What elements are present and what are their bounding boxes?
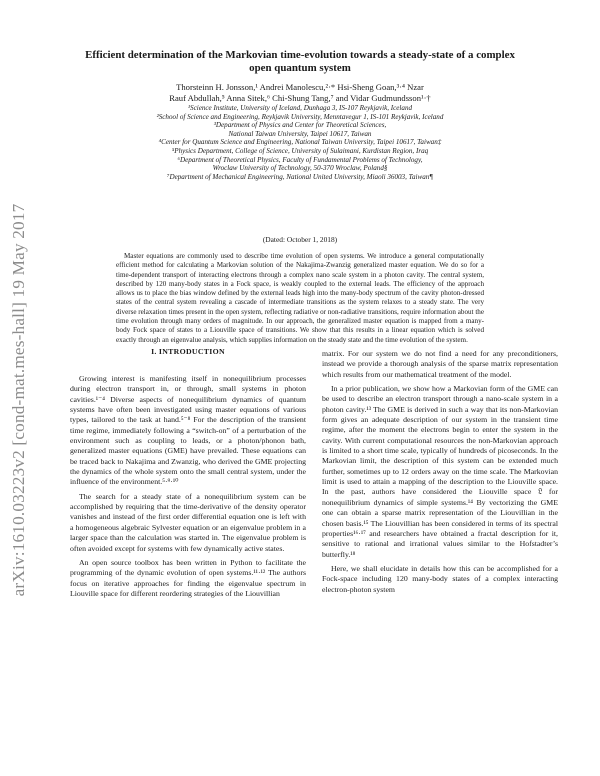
paragraph: The search for a steady state of a nonequilibrium system can be accomplished by requiring that the time-derivative of the density operator vanishes and instead of the first order differential equation one is left with a homogeneous algebraic Sylvester equation or an eigenvalue problem in a larger space than the calculation was started in. The eigenvalue problem is often avoided except for systems with few dynamically active states. xyxy=(70,491,306,553)
right-column xyxy=(322,349,558,595)
paragraph: An open source toolbox has been written in Python to facilitate the programming of the dynamic evolution of open systems.¹¹·¹² The authors focus on iterative approaches for finding the eigenvalue spectrum in Liouville space for different reordering strategies of the Liouvillian xyxy=(70,557,306,598)
affiliations xyxy=(60,104,540,181)
paper-title: Efficient determination of the Markovian time-evolution towards a steady-state of a complex open quantum system xyxy=(85,49,515,75)
date-line: (Dated: October 1, 2018) xyxy=(262,235,338,244)
section-heading-introduction: I. INTRODUCTION xyxy=(151,347,225,356)
arxiv-id-text: arXiv:1610.03223v2 [cond-mat.mes-hall] 19 May 2017 xyxy=(9,203,28,597)
paragraph: Growing interest is manifesting itself in nonequilibrium processes during electron transport in, or through, small systems in photon cavities.¹⁻⁴ Diverse aspects of nonequilibrium dynamics of quantum systems have often been investigated using master equations of various types, tailored to the task at hand.⁵⁻⁸ For the description of the transient time regime, immediately following a “switch-on” of a perturbation of the environment such as coupling to leads, or a photon/phonon bath, generalized master equations (GME) have prevailed. These equations can be traced back to Nakajima and Zwanzig, who derived the GME projecting the dynamics of the whole system onto the small central system, under the influence of the environment.⁵·⁹·¹⁰ xyxy=(70,374,306,487)
affiliation-6b: Wroclaw University of Technology, 50-370 Wroclaw, Poland§ xyxy=(212,164,388,173)
affiliation-6a: ⁶Department of Theoretical Physics, Faculty of Fundamental Problems of Technology, xyxy=(177,155,423,164)
affiliation-3a: ³Department of Physics and Center for Theoretical Sciences, xyxy=(213,121,387,130)
paragraph: Here, we shall elucidate in details how this can be accomplished for a Fock-space including 120 many-body states of a complex interacting electron-photon system xyxy=(322,563,558,594)
paragraph: matrix. For our system we do not find a need for any preconditioners, instead we provide a thorough analysis of the sparse matrix representation which results from our mathematical treatment of the model. xyxy=(322,349,558,379)
abstract: Master equations are commonly used to describe time evolution of open systems. We introduce a general computationally efficient method for calculating a Markovian solution of the Nakajima-Zwanzig generalized master equation. We do so for a time-dependent transport of interacting electrons through a complex nano scale system in a photon cavity. The central system, described by 120 many-body states in a Fock space, is weakly coupled to the external leads. The efficiency of the approach allows us to place the bias window defined by the external leads high into the many-body spectrum of the cavity photon-dressed states of the central system revealing a cascade of intermediate transitions as the system relaxes to a steady state. The very diverse relaxation times present in the open system, reflecting radiative or non-radiative transitions, require information about the time evolution through many orders of magnitude. In our approach, the generalized master equation is mapped from a many-body Fock space of states to a Liouville space of transitions. We show that this results in a linear equation which is solved exactly through an eigenvalue analysis, which supplies information on the steady state and the time evolution of the system. xyxy=(116,252,484,344)
affiliation-5: ⁵Physics Department, College of Science, University of Sulaimani, Kurdistan Region, Iraq xyxy=(171,146,429,155)
paragraph: In a prior publication, we show how a Markovian form of the GME can be used to describe an electron transport through a nano-scale system in a photon cavity.¹³ The GME is derived in such a way that its non-Markovian form gives an adequate description of our system in the transient time regime, after the moment the electrons begin to enter the system in the cavity. With current computational resources the non-Markovian approach is limited to a short time scale, typically of hundreds of picoseconds. In the Markovian limit, the description of this system can be extended much further, sometimes up to 12 orders away on the time scale. The Markovian limit is used to attain a mapping of the description to the Liouville space. In the past, authors have considered the Liouville space 𝔏 for nonequilibrium dynamics of simple systems.¹⁴ By vectorizing the GME one can obtain a sparse matrix representation of the Liouvillian in the chosen basis.¹⁵ The Liouvillian has been considered in terms of its spectral properties¹⁶·¹⁷ and researchers have obtained a fractal description for it, sensitive to rational and irrational values similar to the Hofstadter’s butterfly.¹⁸ xyxy=(322,384,558,559)
authors-line-2: Rauf Abdullah,⁵ Anna Sitek,⁶ Chi-Shung Tang,⁷ and Vidar Gudmundsson¹·† xyxy=(169,93,431,103)
affiliation-1: ¹Science Institute, University of Iceland, Dunhaga 3, IS-107 Reykjavik, Iceland xyxy=(187,104,413,112)
author-list xyxy=(60,82,540,104)
affiliation-7: ⁷Department of Mechanical Engineering, National United University, Miaoli 36003, Taiwan¶ xyxy=(167,172,433,181)
affiliation-3b: National Taiwan University, Taipei 10617, Taiwan xyxy=(228,129,372,138)
left-column xyxy=(70,374,306,599)
affiliation-4: ⁴Center for Quantum Science and Engineering, National Taiwan University, Taipei 10617, Taiwan‡ xyxy=(158,138,442,147)
arxiv-identifier xyxy=(4,150,34,650)
affiliation-2: ²School of Science and Engineering, Reykjavik University, Menntavegur 1, IS-101 Reykjavik, Iceland xyxy=(156,112,444,121)
authors-line-1: Thorsteinn H. Jonsson,¹ Andrei Manolescu,²·* Hsi-Sheng Goan,³·⁴ Nzar xyxy=(176,82,424,92)
